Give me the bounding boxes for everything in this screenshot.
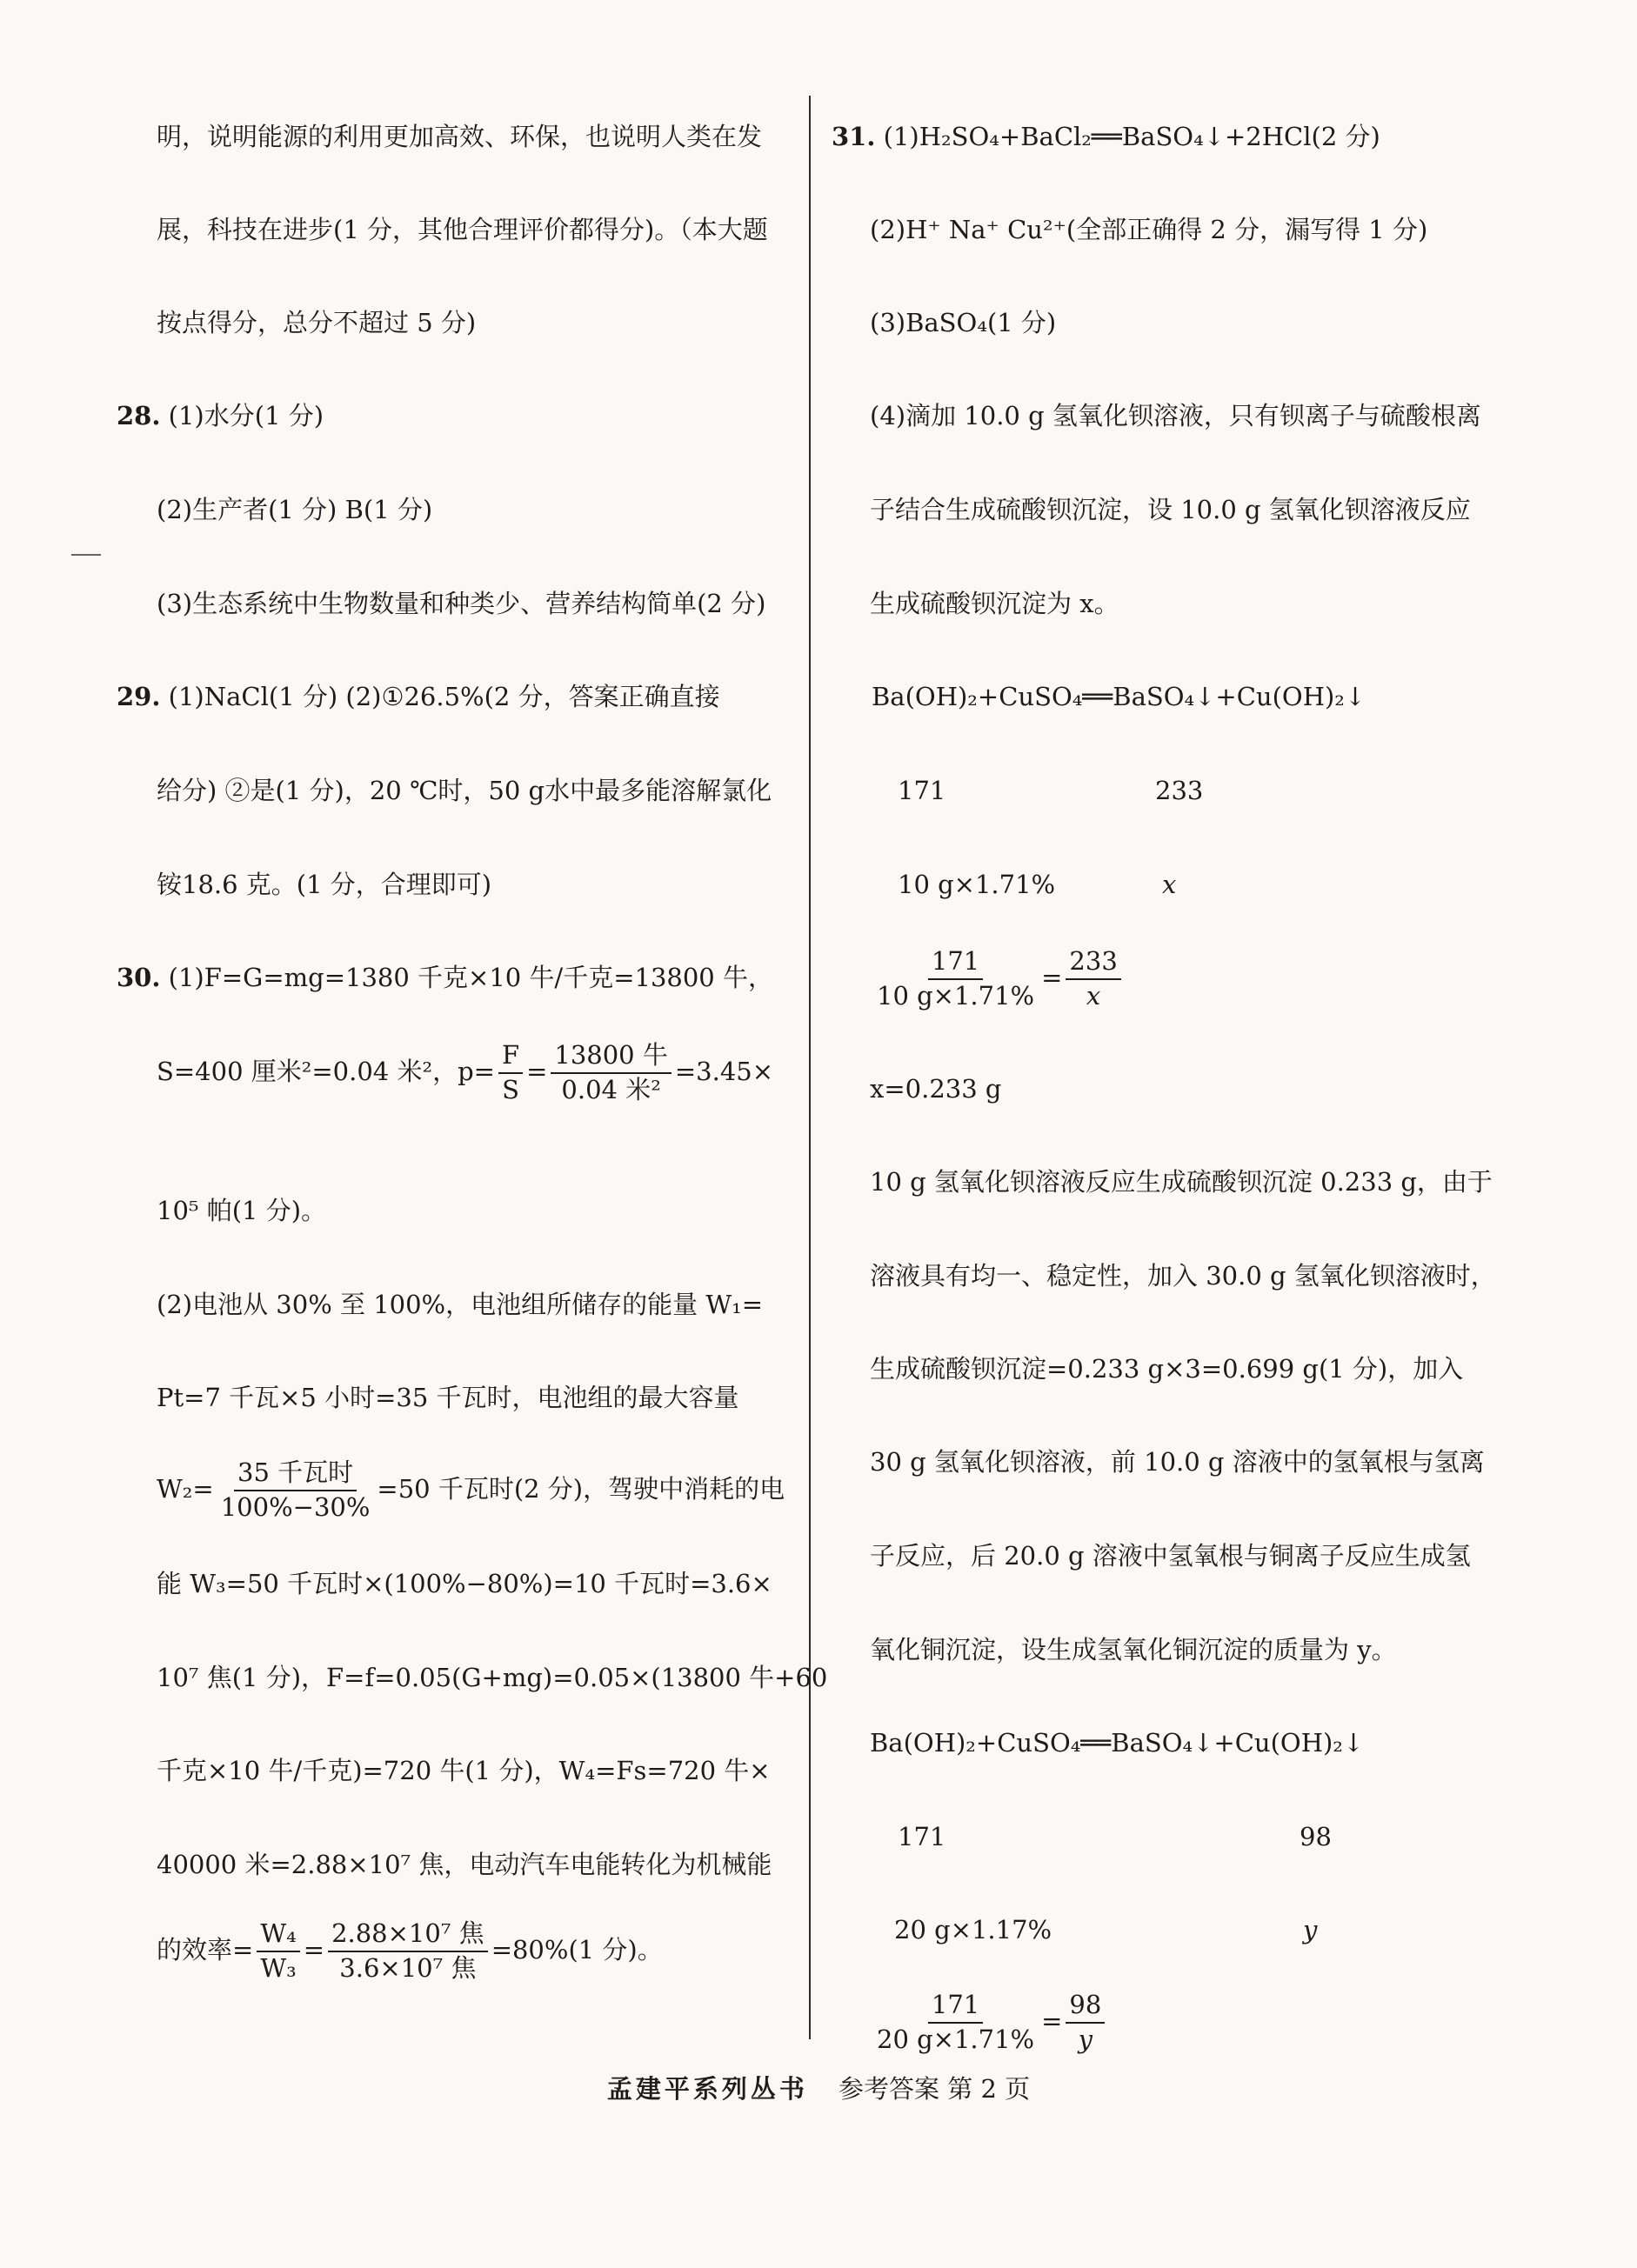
answer-line: (3)生态系统中生物数量和种类少、营养结构简单(2 分) <box>157 589 766 618</box>
column-divider <box>809 96 811 2039</box>
fraction: $\frac{171}{10 g\times 1.71\%}$ <box>877 946 1035 1011</box>
ratio-line: $\frac{171}{20 g\times 1.71\%}$ = $\frac{98}{y}$ <box>870 1991 1108 2054</box>
answer-line: (1)水分(1 分) <box>168 401 324 430</box>
fraction: $\frac{\text{W₄}}{\text{W₃}}$ <box>257 1920 299 1983</box>
fraction: $\frac{\text{2.88×10⁷ 焦}}{\text{3.6×10⁷ 焦}}$ <box>328 1920 488 1983</box>
fraction: $\frac{171}{20 g\times 1.71\%}$ <box>877 1990 1035 2054</box>
answer-line: 10⁷ 焦(1 分)，F=f=0.05(G+mg)=0.05×(13800 牛+60 <box>157 1663 828 1692</box>
answer-line: 铵18.6 克。(1 分，合理即可) <box>157 870 492 899</box>
answer-line: (1)H₂SO₄+BaCl₂══BaSO₄↓+2HCl(2 分) <box>883 122 1380 151</box>
answer-line: (2)电池从 30% 至 100%，电池组所储存的能量 W₁= <box>157 1290 764 1319</box>
fraction: $\frac{98}{y}$ <box>1066 1991 1105 2054</box>
answer-line: (1)NaCl(1 分) (2)①26.5%(2 分，答案正确直接 <box>168 682 720 711</box>
question-number: 31. <box>832 122 876 151</box>
answer-line: Pt=7 千瓦×5 小时=35 千瓦时，电池组的最大容量 <box>157 1383 739 1412</box>
quantity-value: 10 g×1.71% <box>898 870 1056 899</box>
formula-line: 的效率= $\frac{\text{W₄}}{\text{W₃}}$ = $\frac{\text{2.88×10⁷ 焦}}{\text{3.6×10⁷ 焦}}$ =80%(1 分)。 <box>157 1918 663 1983</box>
mass-value: 171 <box>898 776 946 805</box>
answer-line: 30 g 氢氧化钡溶液，前 10.0 g 溶液中的氢氧根与氢离 <box>870 1447 1485 1477</box>
text-line: 按点得分，总分不超过 5 分) <box>157 308 477 337</box>
formula-line: S=400 厘米²=0.04 米²，p= $\frac{F}{S}$ = $\frac{\text{13800 牛}}{\text{0.04 米²}}$ =3.45× <box>157 1040 774 1104</box>
answer-line: 10⁵ 帕(1 分)。 <box>157 1196 327 1225</box>
answer-line: 10 g 氢氧化钡溶液反应生成硫酸钡沉淀 0.233 g，由于 <box>870 1167 1493 1197</box>
answer-line: x=0.233 g <box>870 1074 1002 1104</box>
quantity-value: x <box>1162 870 1177 899</box>
margin-mark <box>71 554 101 556</box>
question-29 <box>117 684 720 710</box>
fraction: $\frac{\text{13800 牛}}{\text{0.04 米²}}$ <box>551 1042 671 1104</box>
mass-value: 233 <box>1155 776 1204 805</box>
ratio-line: $\frac{171}{10 g\times 1.71\%}$ = $\frac{233}{x}$ <box>870 948 1125 1011</box>
equation-line: Ba(OH)₂+CuSO₄══BaSO₄↓+Cu(OH)₂↓ <box>872 682 1366 711</box>
question-31 <box>832 124 1380 150</box>
answer-line: (1)F=G=mg=1380 千克×10 牛/千克=13800 牛， <box>168 963 773 992</box>
answer-line: 生成硫酸钡沉淀为 x。 <box>870 589 1119 618</box>
formula-line: W₂= $\frac{\text{35 千瓦时}}{100\%-30\%}$ =50 千瓦时(2 分)，驾驶中消耗的电 <box>157 1458 785 1522</box>
answer-line: (3)BaSO₄(1 分) <box>870 308 1057 337</box>
answer-line: 能 W₃=50 千瓦时×(100%−80%)=10 千瓦时=3.6× <box>157 1569 772 1598</box>
question-number: 28. <box>117 401 161 430</box>
answer-line: (2)H⁺ Na⁺ Cu²⁺(全部正确得 2 分，漏写得 1 分) <box>870 215 1428 244</box>
text-line: 明，说明能源的利用更加高效、环保，也说明人类在发 <box>157 122 763 151</box>
footer-label: 参考答案 <box>839 2074 940 2104</box>
answer-line: 子反应，后 20.0 g 溶液中氢氧根与铜离子反应生成氢 <box>870 1541 1471 1571</box>
mass-value: 98 <box>1300 1822 1332 1851</box>
answer-line: (2)生产者(1 分) B(1 分) <box>157 495 433 524</box>
equation-line: Ba(OH)₂+CuSO₄══BaSO₄↓+Cu(OH)₂↓ <box>870 1728 1365 1758</box>
mass-value: 171 <box>898 1822 946 1851</box>
answer-line: 氧化铜沉淀，设生成氢氧化铜沉淀的质量为 y。 <box>870 1635 1397 1664</box>
quantity-value: 20 g×1.17% <box>894 1915 1052 1944</box>
fraction: $\frac{233}{x}$ <box>1066 948 1120 1011</box>
quantity-value: y <box>1303 1915 1318 1944</box>
answer-line: 千克×10 牛/千克)=720 牛(1 分)，W₄=Fs=720 牛× <box>157 1756 771 1785</box>
answer-line: 子结合生成硫酸钡沉淀，设 10.0 g 氢氧化钡溶液反应 <box>870 495 1471 524</box>
answer-line: 给分) ②是(1 分)，20 ℃时，50 g水中最多能溶解氯化 <box>157 776 772 805</box>
answer-line: 生成硫酸钡沉淀=0.233 g×3=0.699 g(1 分)，加入 <box>870 1354 1464 1384</box>
page-footer <box>0 2070 1637 2105</box>
fraction: $\frac{\text{35 千瓦时}}{100\%-30\%}$ <box>220 1458 371 1522</box>
question-number: 30. <box>117 963 161 992</box>
series-name: 孟建平系列丛书 <box>606 2074 808 2104</box>
question-number: 29. <box>117 682 161 711</box>
text-line: 展，科技在进步(1 分，其他合理评价都得分)。（本大题 <box>157 215 768 244</box>
page-number: 第 2 页 <box>947 2074 1031 2104</box>
answer-line: (4)滴加 10.0 g 氢氧化钡溶液，只有钡离子与硫酸根离 <box>870 401 1481 430</box>
question-28 <box>117 401 324 430</box>
answer-line: 溶液具有均一、稳定性，加入 30.0 g 氢氧化钡溶液时， <box>870 1261 1496 1291</box>
fraction: $\frac{F}{S}$ <box>498 1042 523 1104</box>
question-30 <box>117 965 773 991</box>
answer-line: 40000 米=2.88×10⁷ 焦，电动汽车电能转化为机械能 <box>157 1850 772 1879</box>
